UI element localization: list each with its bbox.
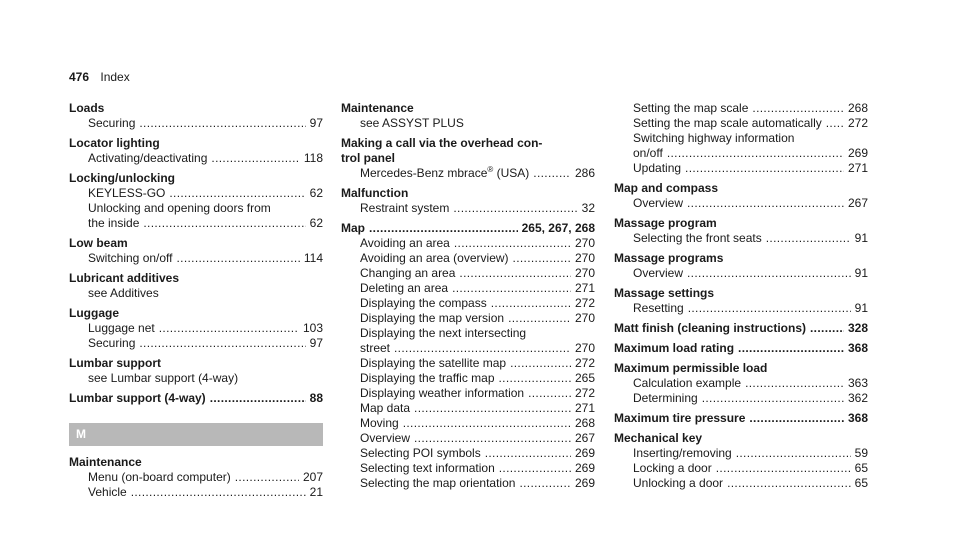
sub-entry[interactable] (341, 356, 595, 371)
page-reference[interactable]: 272 (574, 386, 595, 400)
page-reference[interactable]: 270 (574, 236, 595, 250)
sub-entry[interactable] (341, 461, 595, 476)
page-reference[interactable]: 269 (574, 461, 595, 475)
index-entry (614, 216, 868, 246)
sub-entry-text (360, 201, 449, 216)
sub-entry-label: Locking a door (633, 461, 712, 475)
sub-entry[interactable] (69, 186, 323, 201)
sub-entry-label: Inserting/removing (633, 446, 732, 460)
page-reference[interactable]: 267 (847, 196, 868, 210)
sub-entry-text (88, 336, 135, 351)
sub-entry[interactable] (341, 476, 595, 491)
page-reference[interactable]: 269 (847, 146, 868, 160)
entry-heading: Lumbar support (4-way) (69, 391, 206, 405)
leader-dots (169, 186, 305, 201)
sub-entry-label: Displaying the satellite map (360, 356, 507, 370)
page-reference[interactable]: 65 (854, 476, 868, 490)
sub-entry[interactable] (341, 341, 595, 356)
sub-entry-text (360, 281, 448, 296)
sub-entry-label: the inside (88, 216, 140, 230)
entry-heading: Lubricant additives (69, 271, 180, 285)
index-entry (614, 361, 868, 406)
leader-dots (211, 151, 299, 166)
sub-entry-text (360, 266, 455, 281)
sub-entry-label: Displaying weather information (360, 386, 525, 400)
sub-entry[interactable] (69, 216, 323, 231)
sub-entry-text (88, 116, 135, 131)
leader-dots (826, 116, 844, 131)
page-reference[interactable]: 368 (847, 411, 868, 425)
index-entry (614, 341, 868, 356)
leader-dots (235, 470, 299, 485)
entry-heading: Malfunction (341, 186, 409, 200)
sub-entry-text (633, 196, 683, 211)
page-reference[interactable]: 62 (309, 186, 323, 200)
sub-entry[interactable] (614, 391, 868, 406)
sub-entry-text (633, 476, 723, 491)
index-entry (69, 356, 323, 386)
sub-entry-line: Unlocking and opening doors from (88, 201, 271, 215)
leader-dots (510, 356, 571, 371)
sub-entry-label: Displaying the traffic map (360, 371, 495, 385)
sub-entry-text (360, 356, 506, 371)
sub-entry-text (633, 146, 663, 161)
sub-entry-label: Determining (633, 391, 698, 405)
sub-entry-label: Updating (633, 161, 682, 175)
leader-dots (752, 101, 844, 116)
page-reference[interactable]: 62 (309, 216, 323, 230)
leader-dots (736, 446, 851, 461)
page-reference[interactable]: 270 (574, 311, 595, 325)
leader-dots (159, 321, 299, 336)
page-reference[interactable]: 114 (303, 251, 323, 265)
leader-dots (749, 411, 844, 426)
page-reference[interactable]: 97 (309, 116, 323, 130)
sub-entry-label-suffix: (USA) (493, 166, 530, 180)
entry-heading-row[interactable] (614, 341, 868, 356)
leader-dots (519, 476, 571, 491)
sub-entry-text (360, 311, 504, 326)
sub-entry[interactable] (614, 231, 868, 246)
sub-entry-text (88, 485, 127, 500)
leader-dots (688, 301, 851, 316)
sub-entry-line: Switching highway information (633, 131, 795, 145)
entry-heading: Low beam (69, 236, 128, 250)
entry-heading: Map (341, 221, 365, 235)
sub-entry[interactable] (614, 116, 868, 131)
sub-entry-text (360, 476, 515, 491)
leader-dots (131, 485, 306, 500)
index-column-3 (614, 101, 868, 496)
sub-entry-label: Displaying the map version (360, 311, 505, 325)
entry-heading-row[interactable] (614, 321, 868, 336)
page-reference[interactable]: 65 (854, 461, 868, 475)
sub-entry-text (88, 470, 231, 485)
sub-entry-text (360, 431, 410, 446)
page-reference[interactable]: 270 (574, 341, 595, 355)
sub-entry-label: Securing (88, 116, 136, 130)
index-entry (614, 286, 868, 316)
sub-entry-label: Activating/deactivating (88, 151, 208, 165)
sub-entry[interactable] (69, 336, 323, 351)
sub-entry-text (360, 296, 487, 311)
leader-dots (687, 266, 851, 281)
sub-entry-text (360, 236, 450, 251)
page-reference[interactable]: 21 (309, 485, 323, 499)
sub-entry[interactable] (341, 371, 595, 386)
sub-entry[interactable] (69, 485, 323, 500)
entry-heading: Maintenance (341, 101, 414, 115)
sub-entry[interactable] (69, 251, 323, 266)
sub-entry-label: Selecting the map orientation (360, 476, 516, 490)
sub-entry-text (360, 401, 410, 416)
page-number: 476 (69, 70, 90, 84)
leader-dots (499, 371, 571, 386)
leader-dots (403, 416, 571, 431)
entry-heading: Mechanical key (614, 431, 703, 445)
sub-entry-label: Setting the map scale (633, 101, 749, 115)
sub-entry[interactable] (69, 151, 323, 166)
page-reference[interactable]: 271 (847, 161, 868, 175)
leader-dots (738, 341, 844, 356)
sub-entry-label: Overview (633, 196, 684, 210)
see-reference[interactable]: see ASSYST PLUS (360, 116, 464, 130)
sub-entry-label: on/off (633, 146, 663, 160)
entry-heading: Locking/unlocking (69, 171, 176, 185)
sub-entry[interactable] (341, 386, 595, 401)
index-entry (69, 306, 323, 351)
sub-entry[interactable] (614, 461, 868, 476)
index-column-1 (69, 101, 323, 505)
page-reference[interactable]: 265, 267, 268 (521, 221, 595, 235)
sub-entry-text (360, 446, 481, 461)
leader-dots (143, 216, 305, 231)
leader-dots (414, 431, 571, 446)
index-entry (69, 271, 323, 301)
leader-dots (452, 281, 571, 296)
leader-dots (508, 311, 571, 326)
sub-entry-text (633, 446, 732, 461)
page-reference[interactable]: 272 (574, 296, 595, 310)
sub-entry-text (88, 151, 207, 166)
entry-heading: Maximum tire pressure (614, 411, 746, 425)
index-entry (69, 455, 323, 500)
sub-entry-text (360, 416, 399, 431)
index-entry (341, 221, 595, 491)
page-reference[interactable]: 91 (854, 266, 868, 280)
sub-entry-text (360, 166, 529, 181)
index-column-2 (341, 101, 595, 496)
sub-entry[interactable] (341, 401, 595, 416)
sub-entry[interactable] (614, 301, 868, 316)
sub-entry-label: Overview (360, 431, 411, 445)
page-header (69, 70, 130, 84)
entry-heading: Locator lighting (69, 136, 160, 150)
page-reference[interactable]: 267 (574, 431, 595, 445)
sub-entry-label: street (360, 341, 391, 355)
sub-entry-label: Menu (on-board computer) (88, 470, 231, 484)
page-reference[interactable]: 88 (309, 391, 323, 405)
leader-dots (453, 201, 577, 216)
sub-entry-label: Restraint system (360, 201, 450, 215)
sub-entry-label: Deleting an area (360, 281, 449, 295)
entry-heading: Massage settings (614, 286, 715, 300)
page-reference[interactable]: 265 (574, 371, 595, 385)
page-reference[interactable]: 91 (854, 231, 868, 245)
sub-entry[interactable] (341, 416, 595, 431)
sub-entry-label: Securing (88, 336, 136, 350)
index-entry (341, 136, 595, 181)
entry-heading: Massage program (614, 216, 717, 230)
leader-dots (716, 461, 851, 476)
leader-dots (491, 296, 571, 311)
entry-heading-continued: trol panel (341, 151, 396, 165)
leader-dots (513, 251, 571, 266)
sub-entry-text (360, 371, 495, 386)
sub-entry-label: Avoiding an area (overview) (360, 251, 509, 265)
page-reference[interactable]: 103 (302, 321, 323, 335)
entry-heading: Matt finish (cleaning instructions) (614, 321, 807, 335)
leader-dots (369, 221, 518, 236)
index-entry (614, 431, 868, 491)
entry-heading-row[interactable] (614, 411, 868, 426)
entry-heading-row[interactable] (341, 221, 595, 236)
sub-entry-text (633, 231, 762, 246)
sub-entry[interactable] (69, 470, 323, 485)
sub-entry[interactable] (614, 376, 868, 391)
sub-entry[interactable] (341, 311, 595, 326)
sub-entry-label: Changing an area (360, 266, 456, 280)
page-reference[interactable]: 271 (574, 401, 595, 415)
leader-dots (766, 231, 851, 246)
sub-entry[interactable] (341, 296, 595, 311)
sub-entry[interactable] (614, 146, 868, 161)
sub-entry-text (88, 216, 139, 231)
see-reference[interactable]: see Additives (88, 286, 159, 300)
index-entry (614, 411, 868, 426)
sub-entry[interactable] (341, 201, 595, 216)
leader-dots (528, 386, 571, 401)
entry-heading: Maintenance (69, 455, 142, 469)
sub-entry[interactable] (69, 321, 323, 336)
page-reference[interactable]: 268 (574, 416, 595, 430)
index-entry (69, 171, 323, 231)
leader-dots (459, 266, 571, 281)
leader-dots (394, 341, 571, 356)
sub-entry[interactable] (341, 236, 595, 251)
sub-entry-label: Selecting POI symbols (360, 446, 481, 460)
index-entry (69, 236, 323, 266)
page-reference[interactable]: 272 (574, 356, 595, 370)
page-reference[interactable]: 207 (302, 470, 323, 484)
entry-heading: Luggage (69, 306, 119, 320)
entry-heading: Loads (69, 101, 105, 115)
index-entry (341, 186, 595, 216)
sub-entry-text (633, 116, 822, 131)
sub-entry[interactable] (614, 196, 868, 211)
sub-entry[interactable] (341, 446, 595, 461)
sub-entry[interactable] (614, 266, 868, 281)
sub-entry-label: Calculation example (633, 376, 742, 390)
sub-entry-label: Resetting (633, 301, 684, 315)
entry-heading: Maximum load rating (614, 341, 735, 355)
leader-dots (414, 401, 571, 416)
sub-entry-label: Setting the map scale automatically (633, 116, 822, 130)
sub-entry-text (88, 321, 155, 336)
page-reference[interactable]: 269 (574, 476, 595, 490)
leader-dots (702, 391, 844, 406)
page-reference[interactable]: 272 (847, 116, 868, 130)
entry-heading-row[interactable] (69, 391, 323, 406)
registered-mark: ® (487, 165, 494, 174)
sub-entry[interactable] (614, 101, 868, 116)
index-entry (614, 101, 868, 176)
entry-heading: Massage programs (614, 251, 724, 265)
leader-dots (139, 336, 305, 351)
sub-entry-line: Displaying the next intersecting (360, 326, 527, 340)
entry-heading: Maximum permissible load (614, 361, 768, 375)
leader-dots (745, 376, 844, 391)
page-reference[interactable]: 59 (854, 446, 868, 460)
leader-dots (810, 321, 844, 336)
page-title: Index (100, 70, 130, 84)
index-entry (614, 251, 868, 281)
leader-dots (533, 166, 571, 181)
sub-entry-label: Displaying the compass (360, 296, 487, 310)
sub-entry-text (88, 186, 165, 201)
page-reference[interactable]: 32 (581, 201, 595, 215)
sub-entry-label: Avoiding an area (360, 236, 450, 250)
leader-dots (499, 461, 571, 476)
sub-entry-label: Selecting the front seats (633, 231, 762, 245)
sub-entry[interactable] (341, 431, 595, 446)
leader-dots (139, 116, 305, 131)
leader-dots (485, 446, 571, 461)
page-reference[interactable]: 270 (574, 251, 595, 265)
sub-entry-label: KEYLESS-GO (88, 186, 166, 200)
sub-entry-text (633, 461, 712, 476)
page-reference[interactable]: 118 (303, 151, 323, 165)
sub-entry-text (360, 461, 495, 476)
index-entry (69, 101, 323, 131)
sub-entry[interactable] (614, 476, 868, 491)
sub-entry[interactable] (614, 446, 868, 461)
sub-entry[interactable] (341, 251, 595, 266)
sub-entry-label: Overview (633, 266, 684, 280)
page-reference[interactable]: 268 (847, 101, 868, 115)
sub-entry-label: Map data (360, 401, 411, 415)
sub-entry-label: Mercedes-Benz mbrace (360, 166, 488, 180)
index-entry (69, 391, 323, 406)
entry-heading: Map and compass (614, 181, 719, 195)
sub-entry[interactable] (69, 116, 323, 131)
entry-heading: Lumbar support (69, 356, 161, 370)
sub-entry-text (360, 251, 509, 266)
page-reference[interactable]: 270 (574, 266, 595, 280)
sub-entry-text (360, 341, 390, 356)
page-reference[interactable]: 363 (847, 376, 868, 390)
sub-entry-text (360, 386, 524, 401)
page-reference[interactable]: 97 (309, 336, 323, 350)
leader-dots (687, 196, 844, 211)
sub-entry[interactable] (341, 281, 595, 296)
sub-entry-label: Moving (360, 416, 399, 430)
page-reference[interactable]: 91 (854, 301, 868, 315)
page-reference[interactable]: 271 (574, 281, 595, 295)
page-reference[interactable]: 286 (574, 166, 595, 180)
sub-entry-text (633, 161, 681, 176)
page-reference[interactable]: 328 (847, 321, 868, 335)
leader-dots (685, 161, 844, 176)
section-letter-bar: M (69, 423, 323, 446)
sub-entry-text (633, 266, 683, 281)
leader-dots (177, 251, 300, 266)
sub-entry-label: Luggage net (88, 321, 155, 335)
sub-entry[interactable] (341, 166, 595, 181)
page-reference[interactable]: 368 (847, 341, 868, 355)
sub-entry-label: Vehicle (88, 485, 127, 499)
sub-entry[interactable] (614, 161, 868, 176)
sub-entry-label: Selecting text information (360, 461, 495, 475)
entry-heading: Making a call via the overhead con- (341, 136, 543, 150)
sub-entry-label: Switching on/off (88, 251, 173, 265)
sub-entry-text (633, 376, 741, 391)
sub-entry[interactable] (341, 266, 595, 281)
sub-entry-text (88, 251, 173, 266)
page-reference[interactable]: 362 (847, 391, 868, 405)
leader-dots (454, 236, 571, 251)
index-entry (341, 101, 595, 131)
page-reference[interactable]: 269 (574, 446, 595, 460)
leader-dots (667, 146, 844, 161)
sub-entry-label: Unlocking a door (633, 476, 724, 490)
sub-entry-text (633, 301, 684, 316)
index-entry (614, 321, 868, 336)
index-entry (614, 181, 868, 211)
leader-dots (727, 476, 851, 491)
sub-entry-text (633, 101, 748, 116)
sub-entry-text (633, 391, 698, 406)
see-reference[interactable]: see Lumbar support (4-way) (88, 371, 239, 385)
index-entry (69, 136, 323, 166)
leader-dots (210, 391, 306, 406)
